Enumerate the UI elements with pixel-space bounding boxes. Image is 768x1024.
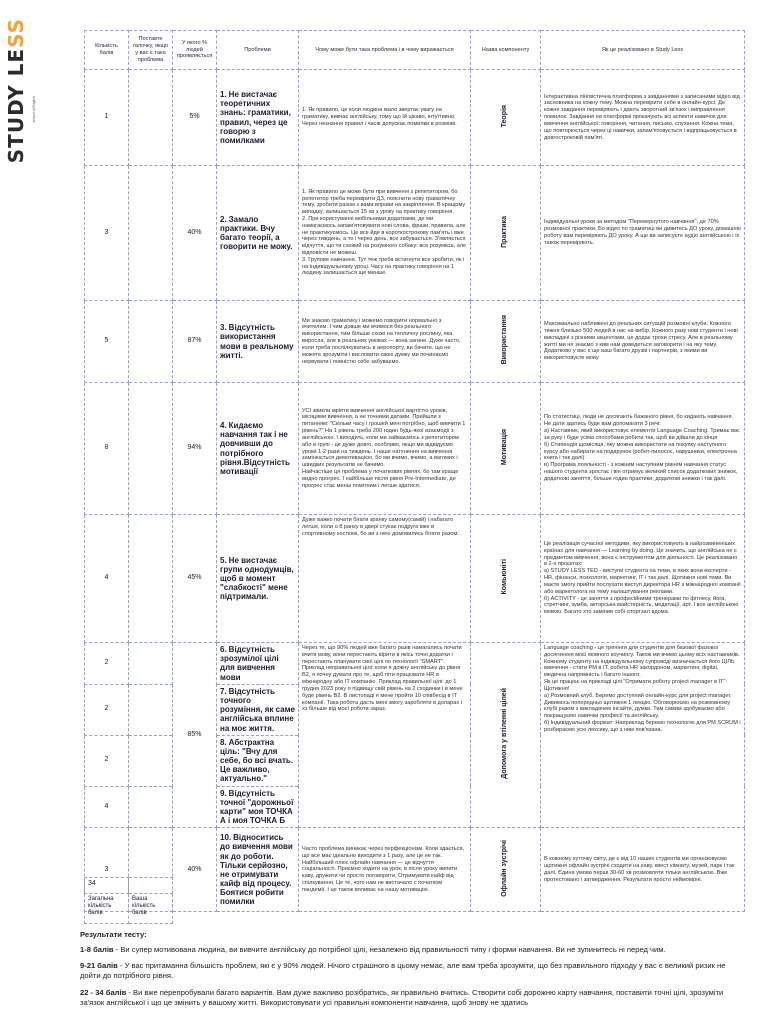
tick-checkbox-cell[interactable] bbox=[129, 383, 173, 515]
result-range: 22 - 34 балів bbox=[80, 987, 127, 997]
problem-number: 10. bbox=[220, 833, 232, 843]
problem-number: 4. bbox=[220, 420, 227, 430]
tick-checkbox-cell[interactable] bbox=[129, 643, 173, 685]
why-cell: 1. Як правило, це коли людина мало звертає увагу на граматику, вивчає англійську, тому що їй цікаво, інтуїтивно. Через незнання правил і часів допускає помилки в розмові. bbox=[299, 70, 471, 166]
score-cell: 1 bbox=[85, 70, 129, 166]
result-item bbox=[80, 945, 740, 955]
problem-text: Відсутність точної "дорожньої карти" моя ТОЧКА А і моя ТОЧКА Б bbox=[220, 788, 294, 826]
score-cell: 2 bbox=[85, 684, 129, 735]
score-cell: 8 bbox=[85, 383, 129, 515]
why-cell: Ми знаємо граматику і можемо говорити нормально з вчителем. І чим довше ми вчимося без реального використання, тим більше схожі на тепличну рослину, яка виросла, але в реальних умовах — вона загине. Дуже часто, коли треба поспілкуватись в аеропорту, ви бачите, що не можете зрозуміти і висловити свою думку ми починаємо нервувати і повністю себе забуваємо. bbox=[299, 301, 471, 383]
results-title: Результати тесту: bbox=[80, 930, 147, 939]
result-item bbox=[80, 988, 740, 1007]
score-cell: 3 bbox=[85, 166, 129, 301]
component-cell bbox=[471, 301, 541, 383]
problem-number: 9. bbox=[220, 788, 227, 798]
component-cell bbox=[471, 166, 541, 301]
problem-cell bbox=[217, 643, 299, 685]
score-summary-table bbox=[84, 877, 173, 924]
how-cell: Це реалізація сучасної методики, яку використовують в найрозвиненіших країнах для навчання — Learning by doing. Це значить, що англійська не є предметом вивчення, вона є інструментом для діяльності. Це реалізовано в 2-х проєктах: а) STUDY LESS TED - виступи студента на теми, в яких вони експерти - HR, фінанси, психологія, маркетинг, IT і так далі. Щотижня нові теми. Ви маєте змогу прийти послухати виступ директора HR з міжнародної компанії або маркетолога на тему налаштування реклами. б) ACTIVITY - це заняття з професійними тренерами по фітнесу, йога, стретчинг, зумба, акторська майстерність, медитації, арт. І все англійською мовою. Багато хто замінив собі спортзал вдома. bbox=[541, 515, 745, 643]
problem-text: Відсутність використання мови в реальному житті. bbox=[220, 323, 294, 360]
problem-cell bbox=[217, 383, 299, 515]
header-score: Кількість балів bbox=[85, 31, 129, 70]
test-results bbox=[80, 930, 740, 1014]
result-text: - Ви супер мотивована людина, ви вивчите англійську до потрібної цілі, незалежно від правильності типу і форми навчання. Ви не зупинитесь ні перед чим. bbox=[113, 944, 666, 954]
why-cell: Часто проблема виникає через перфекціонізм. Коли здається, що все має ідеально виходити з 1 разу, але це не так. Найбільший плюс офлайн навчання — це відчуття соціальності. Приємно ходити на урок, в після уроку випити каву, дружити чи просто поговорити. Отримувати кайф від спілкування. Це те, чого нам не вистачало с початком пандемії. І це також впливає на нашу мотивацію. bbox=[299, 828, 471, 912]
component-cell bbox=[471, 383, 541, 515]
header-component: Назва компоненту bbox=[471, 31, 541, 70]
table-row bbox=[85, 383, 745, 515]
table-row bbox=[85, 828, 745, 912]
logo-accent-text: SS bbox=[4, 18, 28, 48]
how-cell: Максимально наближені до реальних ситуацій розмовні клуби. Кожного тижня близько 500 людей в нас на вибір. Кожного разу нові студенти і нові викладачі з різними акцентами, це додає трохи стресу. Але в реальному житті ми не знаємо з ким нам доведеться заговорити і на яку тему. Додатково у вас є ще ваш багато друзів і партнерів, з якими ви використовуєте мову. bbox=[541, 301, 745, 383]
score-cell: 4 bbox=[85, 515, 129, 643]
header-percent: У якого % людей проявляється bbox=[173, 31, 217, 70]
tick-checkbox-cell[interactable] bbox=[129, 166, 173, 301]
score-cell: 4 bbox=[85, 786, 129, 828]
problem-cell bbox=[217, 166, 299, 301]
how-cell: Індивідуальні уроки за методом "Перевернутого навчання", де 70% розмовної практики. Бо відео по граматиці ви дивитесь ДО уроку, домашню роботу вам перевіряють ДО уроку. А ще ви записуєте аудіо англійською і їх також перевіряють. bbox=[541, 166, 745, 301]
problem-cell bbox=[217, 735, 299, 786]
labels-row bbox=[85, 894, 173, 924]
how-cell: Інтерактивна лінгвістична платформа з завданнями з записаними відео від засновника на кожну тему. Можна перевірити себе в онлайн-курсі. Де кожне завдання перевіряють і дають зворотний зв'язок і виправлення помилок. Завдання на платформі прокачують всі аспекти навичок для вивчення англійської: говоріння, читання, письмо, слухання. Кожна тема, що повторюється через ці навички, запам'ятовується і відпрацьовується в довгостроковій пам'яті. bbox=[541, 70, 745, 166]
score-cell: 2 bbox=[85, 643, 129, 685]
table-header-row bbox=[85, 31, 745, 70]
why-cell: УСІ звикли мріяти вивчення англійської вартістю уроків, місяцями вивчення, а не точними датами. Прийшли з питанням: "Скільки часу і грошей мені потрібно, щоб вивчити 1 рівень?" На 1 рівень треба 200 годин будь-якої взаємодії з англійською. І виходить, коли ми займаємось з репетитором або в групі - це дуже довго, особливо, якщо ми відвідуємо уроки 1-2 рази на тиждень. І наше натхнення на вивчення замінюється демотивацією, бо ми вчимо, вчимо, а вагомих і швидких результатів не бачимо. Найчастіше ця проблема у початкових рівнях, бо там краще видно прогрес. І найбільше після рівня Pre-Intermediate, де прогрес стає менш помітним і легше здатися. bbox=[299, 383, 471, 515]
logo-main-text: STUDY LE bbox=[4, 47, 28, 164]
tick-checkbox-cell[interactable] bbox=[129, 515, 173, 643]
percent-value: 85% bbox=[187, 730, 202, 738]
header-why: Чому може бути така проблема і в чому виражається bbox=[299, 31, 471, 70]
problem-text: Замало практики. Вчу багато теорії, а говорити не можу. bbox=[220, 214, 293, 252]
percent-cell: 40% bbox=[173, 828, 217, 912]
problem-number: 1. bbox=[220, 89, 227, 99]
component-label: Використання bbox=[501, 315, 509, 365]
how-cell: Language coaching - це тренінги для студентів для базової фазової досягнення моєї мовного коучингу. Також ми вчимо цьому всіх наставників. Кожному студенту на індивідуальному супроводі визначається його ЦІЛЬ вивчення - стати РМ в IT, робота HR закордоном, маркетинг, digital, медична напрямність і багато іншого. Як це працює на прикладі цілі "Отримати роботу project manager в IT": Щотижня! а) Розмовний клуб. Беремо доступний онлайн-курс для project manager. Дивимось попередньо щотижня 1 лекцію. Обговорюємо на розмовному клубі разом з викладачем інсайти, думки. Тим самим здобуваємо або покращуємо навички професії та англійську. б) Індивідуальний формат: Наприклад беремо технологію для PM SCRUM і розбираємо усю лексику, що з ним пов'язана. bbox=[541, 643, 745, 828]
problem-text: Не вистачає групи однодумців, щоб в момент "слабкості" мене підтримали. bbox=[220, 555, 294, 602]
table-row bbox=[85, 70, 745, 166]
component-cell bbox=[471, 828, 541, 912]
logo-subtitle: school of English bbox=[32, 96, 36, 123]
table-row bbox=[85, 643, 745, 685]
study-less-logo bbox=[4, 18, 44, 164]
percent-cell: 5% bbox=[173, 70, 217, 166]
component-label: Комьюніті bbox=[501, 559, 509, 595]
tick-checkbox-cell[interactable] bbox=[129, 684, 173, 735]
component-label: Мотивація bbox=[501, 429, 509, 466]
header-problem: Проблеми bbox=[217, 31, 299, 70]
result-text: - Ви вже перепробували багато варіантів. Вам дуже важливо розібратись, як правильно вчитись. Створити собі дорожню карту навчання, поставити точні цілі, зрозуміти за'язок англійської і що це змінить у вашому житті. Використовувати усі правильні компоненти навчання, щоб знову не здатись bbox=[80, 987, 724, 1007]
problem-cell bbox=[217, 786, 299, 828]
component-label: Теорія bbox=[501, 104, 509, 128]
component-label: Офлайн зустрічі bbox=[501, 840, 509, 897]
component-label: Допомога у втіленні цілей bbox=[501, 688, 509, 780]
tick-checkbox-cell[interactable] bbox=[129, 735, 173, 786]
problem-number: 8. bbox=[220, 737, 227, 747]
tick-checkbox-cell[interactable] bbox=[129, 70, 173, 166]
percent-cell: 87% bbox=[173, 301, 217, 383]
problem-text: Абстрактна ціль: "Вчу для себе, бо всі вчать. Це важливо, актуально." bbox=[220, 737, 294, 784]
score-cell: 5 bbox=[85, 301, 129, 383]
result-range: 9-21 балів bbox=[80, 961, 118, 971]
percent-cell: 94% bbox=[173, 383, 217, 515]
why-cell: Дуже важко почати бігати зранку самому(самій) і набагато легше, коли о 8 ранку в двері стукає подруга вже в спортивному костюмі, бо ви з нею домовились бігати разом. bbox=[299, 515, 471, 643]
problems-table bbox=[84, 30, 745, 912]
problem-text: Відноситись до вивчення мови як до роботи. Тільки серйозно, не отримувати кайф від процесу. Боятися робити помилки bbox=[220, 833, 293, 907]
tick-checkbox-cell[interactable] bbox=[129, 301, 173, 383]
component-cell bbox=[471, 70, 541, 166]
why-cell: Через те, що 90% людей вже багато разів намагались почати вчити мову, вони перестають вірити в якісь точні додатки і перестають планувати свої цілі по технології "SMART". Приклад неправильної цілі: коли я дожну англійську до рівня В2, я почну думати про те, щоб піти працювати HR в міжнародну або IT компанію. Приклад правильної цілі: до 1 грудня 2023 року я підвищу свій рівень на 2 сходинки і в мене буде рівень В2. В листопаді я мене пройти 10 співбесід в IT компанії. Така робота дасть мені змогу заробляти в доларах і хз більше від моєї роботи зараз. bbox=[299, 643, 471, 828]
total-score-value: 34 bbox=[85, 878, 129, 894]
problem-cell bbox=[217, 684, 299, 735]
problem-text: Кидаємо навчання так і не довчивши до потрібного рівня.Відсутність мотивації bbox=[220, 420, 290, 476]
component-cell bbox=[471, 515, 541, 643]
result-range: 1-8 балів bbox=[80, 944, 114, 954]
percent-cell: 40% bbox=[173, 166, 217, 301]
total-row bbox=[85, 878, 173, 894]
percent-cell: 45% bbox=[173, 515, 217, 643]
score-cell: 3 bbox=[85, 828, 129, 912]
problem-cell bbox=[217, 515, 299, 643]
blank-cell bbox=[129, 878, 173, 894]
problem-text: Відсутність зрозумілої цілі для вивчення мови bbox=[220, 645, 279, 682]
header-how: Як це реалізовано в Study Less bbox=[541, 31, 745, 70]
table-row bbox=[85, 515, 745, 643]
total-score-label: Загальна кількість балів bbox=[85, 894, 129, 924]
table-row bbox=[85, 301, 745, 383]
problem-cell bbox=[217, 828, 299, 912]
problem-number: 6. bbox=[220, 645, 227, 654]
table-row bbox=[85, 166, 745, 301]
result-text: - У вас притаманна більшість проблем, які є у 90% людей. Нічого страшного в цьому немає, але вам треба зрозуміти, що без правильного підходу у вас є великий ризик не дойти до потрібного рівня. bbox=[80, 961, 726, 981]
tick-checkbox-cell[interactable] bbox=[129, 786, 173, 828]
header-tick: Поставте галочку, якщо у вас є така проблема bbox=[129, 31, 173, 70]
component-label: Практика bbox=[501, 215, 509, 248]
problem-number: 7. bbox=[220, 686, 227, 696]
how-cell: В кожному куточку світу, де є від 10 наших студентів ми організовуємо щотижня офлайн зустрічі сходити на каву, квест кімнату, музей, парк і так далі. Єдина умова перші 30-60 хв розмовляти тільки англійською. Вже протестовано і затвердження. Результати просто неймовірні. bbox=[541, 828, 745, 912]
problem-number: 2. bbox=[220, 214, 227, 224]
score-cell: 2 bbox=[85, 735, 129, 786]
problem-cell bbox=[217, 70, 299, 166]
problem-text: Відсутність точного розуміння, як саме англійська вплине на моє життя. bbox=[220, 686, 295, 733]
component-cell bbox=[471, 643, 541, 828]
how-cell: По статистиці, люди не досягають бажаного рівня, бо кидають навчання. Не дати здатись буде вам допомагати 3 речі: а) Наставник, який використовує елементи Language Coaching. Тримає вас за руку і буде усіма способами робити так, щоб ви дійшли до кінця б) Стипендія щомісяця, яку можна використати на покупку наступного курсу або набирати на подарунок (робот-пилосос, навушники, електронна книга і так далі) в) Програма лояльності - з кожним наступним рівнем навчання статус нашого студента зростає і він отримує великий список додаткових знижок, додаткові заняття, більше годин практики, додаткові знижки і так далі. bbox=[541, 383, 745, 515]
problem-number: 3. bbox=[220, 323, 227, 333]
problem-text: Не вистачає теоретичних знань: граматики, правил, через це говорю з помилками bbox=[220, 89, 291, 145]
result-item bbox=[80, 961, 740, 980]
why-cell: 1. Як правило це може бути при вивченні з репетитором, бо репетитор треба перевірити ДЗ, пояснити нову граматичну тему, зробити разом з вами вправи на закріплення. В кращому випадку, залишається 15 хв з уроку на практику говоріння. 2. При користуванні мобільними додатками, де ми намагаємось запам'ятовувати нові слова, фрази, правила, але не практикуємось. Це все йде в короткострокову пам'ять і вже через тиждень, а то і через день, все забувається. З'являється відчуття, що ти схожий на розумного собаку: все розумієш, але відповісти не можеш. 3. Групове навчання. Тут теж треба встигнути все зробити, як і на індивідуальному уроці. Часу на практику говоріння на 1 людину залишається ще менше. bbox=[299, 166, 471, 301]
problem-number: 5. bbox=[220, 555, 227, 565]
problem-cell bbox=[217, 301, 299, 383]
your-score-field[interactable]: Ваша кількість балів bbox=[129, 894, 173, 924]
percent-cell bbox=[173, 643, 217, 828]
